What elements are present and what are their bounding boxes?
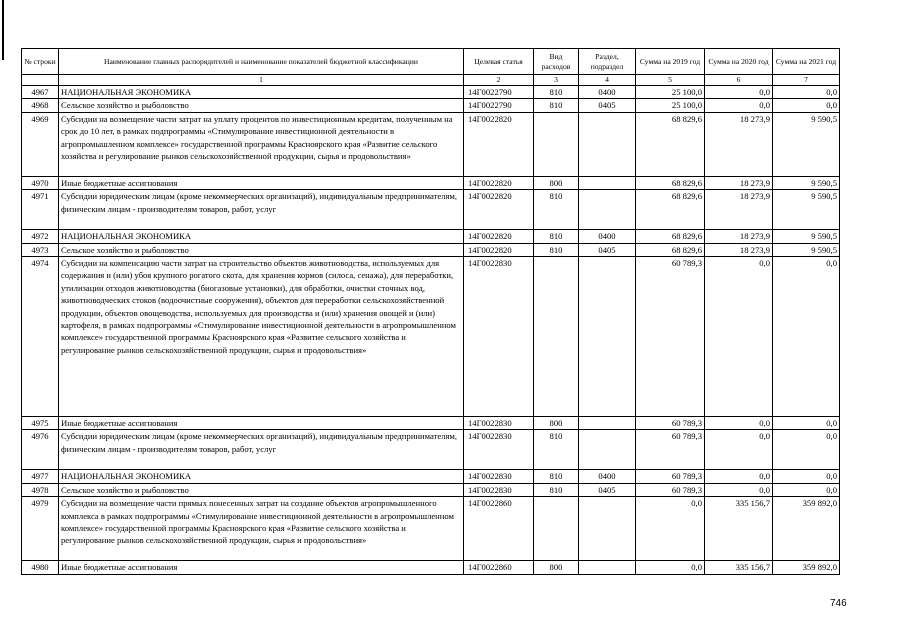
column-number: 6 <box>705 75 773 86</box>
row-type: 810 <box>534 230 579 243</box>
row-number: 4978 <box>22 483 59 496</box>
row-sum-2020: 0,0 <box>705 257 773 417</box>
page-number: 746 <box>830 598 847 609</box>
row-sum-2019: 68 829,6 <box>636 176 705 189</box>
column-number: 2 <box>464 75 534 86</box>
row-section <box>579 561 636 574</box>
column-number: 4 <box>579 75 636 86</box>
row-name: Иные бюджетные ассигнования <box>59 176 464 189</box>
row-sum-2021: 9 590,5 <box>773 230 840 243</box>
table-row <box>22 86 840 99</box>
header-section: Раздел, подраздел <box>579 49 636 75</box>
table-row <box>22 417 840 430</box>
row-type: 810 <box>534 243 579 256</box>
row-sum-2019: 60 789,3 <box>636 417 705 430</box>
row-target: 14Г0022830 <box>464 430 534 470</box>
row-number: 4975 <box>22 417 59 430</box>
row-number: 4980 <box>22 561 59 574</box>
row-section <box>579 257 636 417</box>
row-type: 810 <box>534 99 579 112</box>
row-sum-2021: 9 590,5 <box>773 190 840 230</box>
row-sum-2020: 0,0 <box>705 470 773 483</box>
row-sum-2020: 335 156,7 <box>705 561 773 574</box>
row-name: Сельское хозяйство и рыболовство <box>59 483 464 496</box>
row-target: 14Г0022790 <box>464 86 534 99</box>
row-sum-2020: 18 273,9 <box>705 176 773 189</box>
row-sum-2019: 68 829,6 <box>636 243 705 256</box>
row-number: 4969 <box>22 112 59 176</box>
table-row <box>22 99 840 112</box>
row-sum-2019: 25 100,0 <box>636 86 705 99</box>
margin-rule <box>2 0 4 60</box>
table-row <box>22 497 840 561</box>
row-type <box>534 257 579 417</box>
row-sum-2021: 0,0 <box>773 483 840 496</box>
row-section <box>579 430 636 470</box>
row-target: 14Г0022830 <box>464 483 534 496</box>
row-sum-2019: 0,0 <box>636 497 705 561</box>
row-target: 14Г0022830 <box>464 257 534 417</box>
row-target: 14Г0022860 <box>464 497 534 561</box>
row-number: 4974 <box>22 257 59 417</box>
header-sum-2019: Сумма на 2019 год <box>636 49 705 75</box>
row-sum-2020: 18 273,9 <box>705 190 773 230</box>
row-section: 0400 <box>579 86 636 99</box>
row-number: 4977 <box>22 470 59 483</box>
row-name: Сельское хозяйство и рыболовство <box>59 243 464 256</box>
row-sum-2020: 0,0 <box>705 483 773 496</box>
header-row <box>22 49 840 75</box>
row-name: Субсидии на возмещение части прямых понесенных затрат на создание объектов агропромышленного комплекса в рамках подпрограммы «Стимулирование инвестиционной деятельности в агропромышленном комплексе» государственной программы Красноярского края «Развитие сельского хозяйства и регулирование рынков сельскохозяйственной продукции, сырья и продовольствия» <box>59 497 464 561</box>
row-sum-2021: 0,0 <box>773 430 840 470</box>
row-number: 4973 <box>22 243 59 256</box>
table-row <box>22 230 840 243</box>
row-number: 4979 <box>22 497 59 561</box>
row-number: 4970 <box>22 176 59 189</box>
row-section: 0400 <box>579 230 636 243</box>
row-target: 14Г0022820 <box>464 112 534 176</box>
column-number: 7 <box>773 75 840 86</box>
row-sum-2021: 9 590,5 <box>773 176 840 189</box>
row-section <box>579 112 636 176</box>
row-target: 14Г0022820 <box>464 190 534 230</box>
row-name: НАЦИОНАЛЬНАЯ ЭКОНОМИКА <box>59 86 464 99</box>
row-sum-2021: 0,0 <box>773 470 840 483</box>
row-sum-2020: 0,0 <box>705 430 773 470</box>
row-name: Субсидии юридическим лицам (кроме некоммерческих организаций), индивидуальным предпринимателям, физическим лицам - производителям товаров, работ, услуг <box>59 190 464 230</box>
row-sum-2021: 359 892,0 <box>773 497 840 561</box>
row-target: 14Г0022830 <box>464 470 534 483</box>
row-name: НАЦИОНАЛЬНАЯ ЭКОНОМИКА <box>59 230 464 243</box>
row-sum-2019: 60 789,3 <box>636 470 705 483</box>
header-type: Вид расходов <box>534 49 579 75</box>
row-name: Сельское хозяйство и рыболовство <box>59 99 464 112</box>
row-type: 810 <box>534 190 579 230</box>
row-name: Субсидии юридическим лицам (кроме некоммерческих организаций), индивидуальным предпринимателям, физическим лицам - производителям товаров, работ, услуг <box>59 430 464 470</box>
row-type: 800 <box>534 561 579 574</box>
column-number: 5 <box>636 75 705 86</box>
row-sum-2020: 18 273,9 <box>705 112 773 176</box>
row-sum-2020: 18 273,9 <box>705 230 773 243</box>
table-row <box>22 561 840 574</box>
row-sum-2019: 60 789,3 <box>636 257 705 417</box>
row-sum-2021: 0,0 <box>773 99 840 112</box>
table-row <box>22 243 840 256</box>
row-target: 14Г0022820 <box>464 243 534 256</box>
row-name: Иные бюджетные ассигнования <box>59 417 464 430</box>
row-sum-2019: 68 829,6 <box>636 190 705 230</box>
row-sum-2020: 0,0 <box>705 86 773 99</box>
row-target: 14Г0022790 <box>464 99 534 112</box>
row-sum-2019: 68 829,6 <box>636 112 705 176</box>
row-sum-2019: 25 100,0 <box>636 99 705 112</box>
row-sum-2021: 0,0 <box>773 257 840 417</box>
row-sum-2021: 9 590,5 <box>773 112 840 176</box>
row-type: 810 <box>534 86 579 99</box>
row-sum-2021: 9 590,5 <box>773 243 840 256</box>
row-sum-2019: 60 789,3 <box>636 483 705 496</box>
row-sum-2021: 0,0 <box>773 417 840 430</box>
row-target: 14Г0022820 <box>464 176 534 189</box>
header-row-no: № строки <box>22 49 59 75</box>
row-type: 800 <box>534 176 579 189</box>
row-name: Субсидии на возмещение части затрат на уплату процентов по инвестиционным кредитам, полученным на срок до 10 лет, в рамках подпрограммы «Стимулирование инвестиционной деятельности в агропромышленном комплексе» государственной программы Красноярского края «Развитие сельского хозяйства и регулирование рынков сельскохозяйственной продукции, сырья и продовольствия» <box>59 112 464 176</box>
table-row <box>22 176 840 189</box>
row-target: 14Г0022820 <box>464 230 534 243</box>
row-type: 810 <box>534 483 579 496</box>
header-sum-2020: Сумма на 2020 год <box>705 49 773 75</box>
row-name: Иные бюджетные ассигнования <box>59 561 464 574</box>
row-section: 0400 <box>579 470 636 483</box>
row-target: 14Г0022830 <box>464 417 534 430</box>
row-sum-2020: 0,0 <box>705 99 773 112</box>
row-sum-2019: 68 829,6 <box>636 230 705 243</box>
row-section <box>579 417 636 430</box>
row-sum-2020: 0,0 <box>705 417 773 430</box>
column-number-row <box>22 75 840 86</box>
row-type: 810 <box>534 470 579 483</box>
table-row <box>22 257 840 417</box>
row-number: 4972 <box>22 230 59 243</box>
row-type: 810 <box>534 430 579 470</box>
row-number: 4968 <box>22 99 59 112</box>
row-sum-2019: 0,0 <box>636 561 705 574</box>
row-section <box>579 497 636 561</box>
row-number: 4967 <box>22 86 59 99</box>
row-section <box>579 176 636 189</box>
row-sum-2021: 359 892,0 <box>773 561 840 574</box>
table-row <box>22 112 840 176</box>
row-type <box>534 497 579 561</box>
row-section: 0405 <box>579 99 636 112</box>
row-name: Субсидии на компенсацию части затрат на строительство объектов животноводства, используемых для содержания и (или) убоя крупного рогатого скота, для хранения кормов (силоса, сенажа), для переработки, утилизации отходов животноводства (биогазовые установки), для обработки, очистки сточных вод, животноводческих стоков (водоочистные сооружения), объектов для переработки сельскохозяйственной продукции, объектов овощеводства, используемых для производства и (или) хранения овощей и (или) картофеля, в рамках подпрограммы «Стимулирование инвестиционной деятельности в агропромышленном комплексе» государственной программы Красноярского края «Развитие сельского хозяйства и регулирование рынков сельскохозяйственной продукции, сырья и продовольствия» <box>59 257 464 417</box>
row-target: 14Г0022860 <box>464 561 534 574</box>
header-name: Наименование главных распорядителей и наименование показателей бюджетной классификации <box>59 49 464 75</box>
budget-table <box>21 48 840 575</box>
row-sum-2021: 0,0 <box>773 86 840 99</box>
table-row <box>22 483 840 496</box>
column-number <box>22 75 59 86</box>
row-name: НАЦИОНАЛЬНАЯ ЭКОНОМИКА <box>59 470 464 483</box>
row-sum-2020: 335 156,7 <box>705 497 773 561</box>
table-row <box>22 470 840 483</box>
row-sum-2020: 18 273,9 <box>705 243 773 256</box>
row-number: 4971 <box>22 190 59 230</box>
column-number: 3 <box>534 75 579 86</box>
table-row <box>22 190 840 230</box>
row-number: 4976 <box>22 430 59 470</box>
row-type <box>534 112 579 176</box>
row-section: 0405 <box>579 483 636 496</box>
header-sum-2021: Сумма на 2021 год <box>773 49 840 75</box>
row-section: 0405 <box>579 243 636 256</box>
row-sum-2019: 60 789,3 <box>636 430 705 470</box>
row-type: 800 <box>534 417 579 430</box>
column-number: 1 <box>59 75 464 86</box>
header-target: Целевая статья <box>464 49 534 75</box>
row-section <box>579 190 636 230</box>
table-row <box>22 430 840 470</box>
